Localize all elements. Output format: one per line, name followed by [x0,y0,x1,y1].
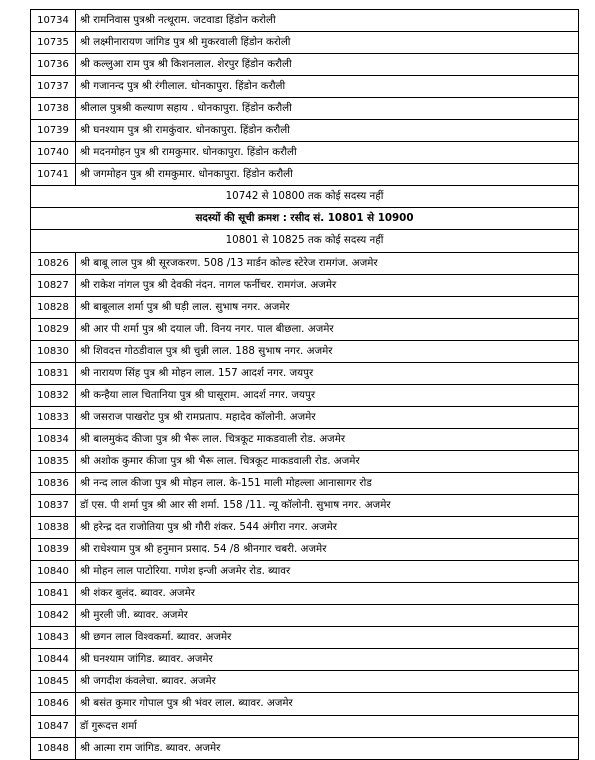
receipt-number-cell: 10834 [31,428,76,450]
receipt-number-cell: 10736 [31,54,76,76]
receipt-number-cell: 10739 [31,120,76,142]
table-row [31,428,579,450]
member-details-cell: श्री जगदीश कंवलेचा. ब्यावर. अजमेर [76,671,579,693]
member-details-cell: श्रीलाल पुत्रश्री कल्याण सहाय . धोनकापुरा. हिंडोन करौली [76,98,579,120]
receipt-number-cell: 10845 [31,671,76,693]
receipt-number-cell: 10741 [31,164,76,186]
receipt-number-cell: 10841 [31,583,76,605]
member-details-cell: श्री कल्लुआ राम पुत्र श्री किशनलाल. शेरपुर हिंडोन करौली [76,54,579,76]
range-note-row [31,186,579,208]
member-details-cell: श्री नन्द लाल कीजा पुत्र श्री मोहन लाल. के-151 माली मोहल्ला आनासागर रोड [76,472,579,494]
member-details-cell: श्री राधेश्याम पुत्र श्री हनुमान प्रसाद. 54 /8 श्रीनगार चबरी. अजमेर [76,539,579,561]
member-details-cell: श्री कन्हैया लाल चितानिया पुत्र श्री घासूराम. आदर्श नगर. जयपुर [76,384,579,406]
table-row [31,495,579,517]
table-row [31,296,579,318]
receipt-number-cell: 10740 [31,142,76,164]
member-details-cell: श्री मदनमोहन पुत्र श्री रामकुमार. धोनकापुरा. हिंडोन करौली [76,142,579,164]
member-details-cell: श्री बाबूलाल शर्मा पुत्र श्री घड़ी लाल. सुभाष नगर. अजमेर [76,296,579,318]
receipt-number-cell: 10735 [31,32,76,54]
table-row [31,98,579,120]
table-row [31,517,579,539]
table-row [31,76,579,98]
member-details-cell: श्री बसंत कुमार गोपाल पुत्र श्री भंवर लाल. ब्यावर. अजमेर [76,693,579,715]
table-row [31,120,579,142]
table-row [31,561,579,583]
member-list-table [30,9,579,760]
member-details-cell: श्री जगमोहन पुत्र श्री रामकुमार. धोनकापुरा. हिंडोन करौली [76,164,579,186]
receipt-number-cell: 10734 [31,10,76,32]
member-details-cell: श्री घनश्याम जांगिड. ब्यावर. अजमेर [76,649,579,671]
receipt-number-cell: 10833 [31,406,76,428]
member-list-page [30,9,579,760]
table-row [31,274,579,296]
range-note: 10801 से 10825 तक कोई सदस्य नहीं [31,230,579,252]
member-details-cell: श्री जसराज पाखरोट पुत्र श्री रामप्रताप. महादेव कॉलोनी. अजमेर [76,406,579,428]
range-note-row [31,230,579,252]
member-details-cell: श्री रामनिवास पुत्रश्री नत्थूराम. जटवाडा हिंडोन करोली [76,10,579,32]
table-row [31,164,579,186]
table-row [31,472,579,494]
member-details-cell: श्री मुरली जी. ब्यावर. अजमेर [76,605,579,627]
section-heading-row [31,208,579,230]
table-row [31,715,579,737]
table-row [31,384,579,406]
member-details-cell: श्री गजानन्द पुत्र श्री रंगीलाल. धोनकापुरा. हिंडोन करौली [76,76,579,98]
member-details-cell: श्री छगन लाल विश्वकर्मा. ब्यावर. अजमेर [76,627,579,649]
table-row [31,340,579,362]
receipt-number-cell: 10830 [31,340,76,362]
receipt-number-cell: 10844 [31,649,76,671]
table-row [31,605,579,627]
member-details-cell: श्री आर पी शर्मा पुत्र श्री दयाल जी. विनय नगर. पाल बीछला. अजमेर [76,318,579,340]
member-details-cell: श्री शिवदत्त गोठडीवाल पुत्र श्री चुन्नी लाल. 188 सुभाष नगर. अजमेर [76,340,579,362]
member-details-cell: श्री आत्मा राम जांगिड. ब्यावर. अजमेर [76,737,579,759]
table-row [31,450,579,472]
member-details-cell: श्री बालमुकंद कीजा पुत्र श्री भैरू लाल. चित्रकूट माकडवाली रोड. अजमेर [76,428,579,450]
receipt-number-cell: 10840 [31,561,76,583]
table-row [31,318,579,340]
receipt-number-cell: 10829 [31,318,76,340]
receipt-number-cell: 10839 [31,539,76,561]
member-list-body [31,10,579,760]
receipt-number-cell: 10847 [31,715,76,737]
receipt-number-cell: 10842 [31,605,76,627]
member-details-cell: श्री लक्ष्मीनारायण जांगिड पुत्र श्री मुकरवाली हिंडोन करोली [76,32,579,54]
member-details-cell: डॉ एस. पी शर्मा पुत्र श्री आर सी शर्मा. 158 /11. न्यू कॉलोनी. सुभाष नगर. अजमेर [76,495,579,517]
member-details-cell: श्री घनश्याम पुत्र श्री रामकुंवार. धोनकापुरा. हिंडोन करौली [76,120,579,142]
receipt-number-cell: 10837 [31,495,76,517]
member-details-cell: श्री राकेश नांगल पुत्र श्री देवकी नंदन. नागल फर्नीचर. रामगंज. अजमेर [76,274,579,296]
section-heading: सदस्यों की सूची क्रमश : रसीद सं. 10801 से 10900 [31,208,579,230]
table-row [31,737,579,759]
receipt-number-cell: 10843 [31,627,76,649]
table-row [31,539,579,561]
receipt-number-cell: 10835 [31,450,76,472]
table-row [31,252,579,274]
table-row [31,10,579,32]
member-details-cell: श्री अशोक कुमार कीजा पुत्र श्री भैरू लाल. चित्रकूट माकडवाली रोड. अजमेर [76,450,579,472]
receipt-number-cell: 10846 [31,693,76,715]
receipt-number-cell: 10826 [31,252,76,274]
table-row [31,142,579,164]
table-row [31,671,579,693]
member-details-cell: श्री शंकर बुलंद. ब्यावर. अजमेर [76,583,579,605]
receipt-number-cell: 10828 [31,296,76,318]
receipt-number-cell: 10737 [31,76,76,98]
member-details-cell: श्री नारायण सिंह पुत्र श्री मोहन लाल. 157 आदर्श नगर. जयपुर [76,362,579,384]
table-row [31,54,579,76]
receipt-number-cell: 10838 [31,517,76,539]
member-details-cell: डॉ गुरूदत्त शर्मा [76,715,579,737]
table-row [31,627,579,649]
table-row [31,583,579,605]
receipt-number-cell: 10848 [31,737,76,759]
range-note: 10742 से 10800 तक कोई सदस्य नहीं [31,186,579,208]
member-details-cell: श्री मोहन लाल पाटोरिया. गणेश इन्जी अजमेर रोड. ब्यावर [76,561,579,583]
receipt-number-cell: 10836 [31,472,76,494]
table-row [31,406,579,428]
receipt-number-cell: 10827 [31,274,76,296]
receipt-number-cell: 10738 [31,98,76,120]
table-row [31,32,579,54]
receipt-number-cell: 10831 [31,362,76,384]
table-row [31,693,579,715]
member-details-cell: श्री बाबू लाल पुत्र श्री सूरजकरण. 508 /13 मार्डन कोल्ड स्टेरेज रामगंज. अजमेर [76,252,579,274]
receipt-number-cell: 10832 [31,384,76,406]
table-row [31,362,579,384]
member-details-cell: श्री हरेन्द्र दत राजोतिया पुत्र श्री गौरी शंकर. 544 अंगीरा नगर. अजमेर [76,517,579,539]
table-row [31,649,579,671]
